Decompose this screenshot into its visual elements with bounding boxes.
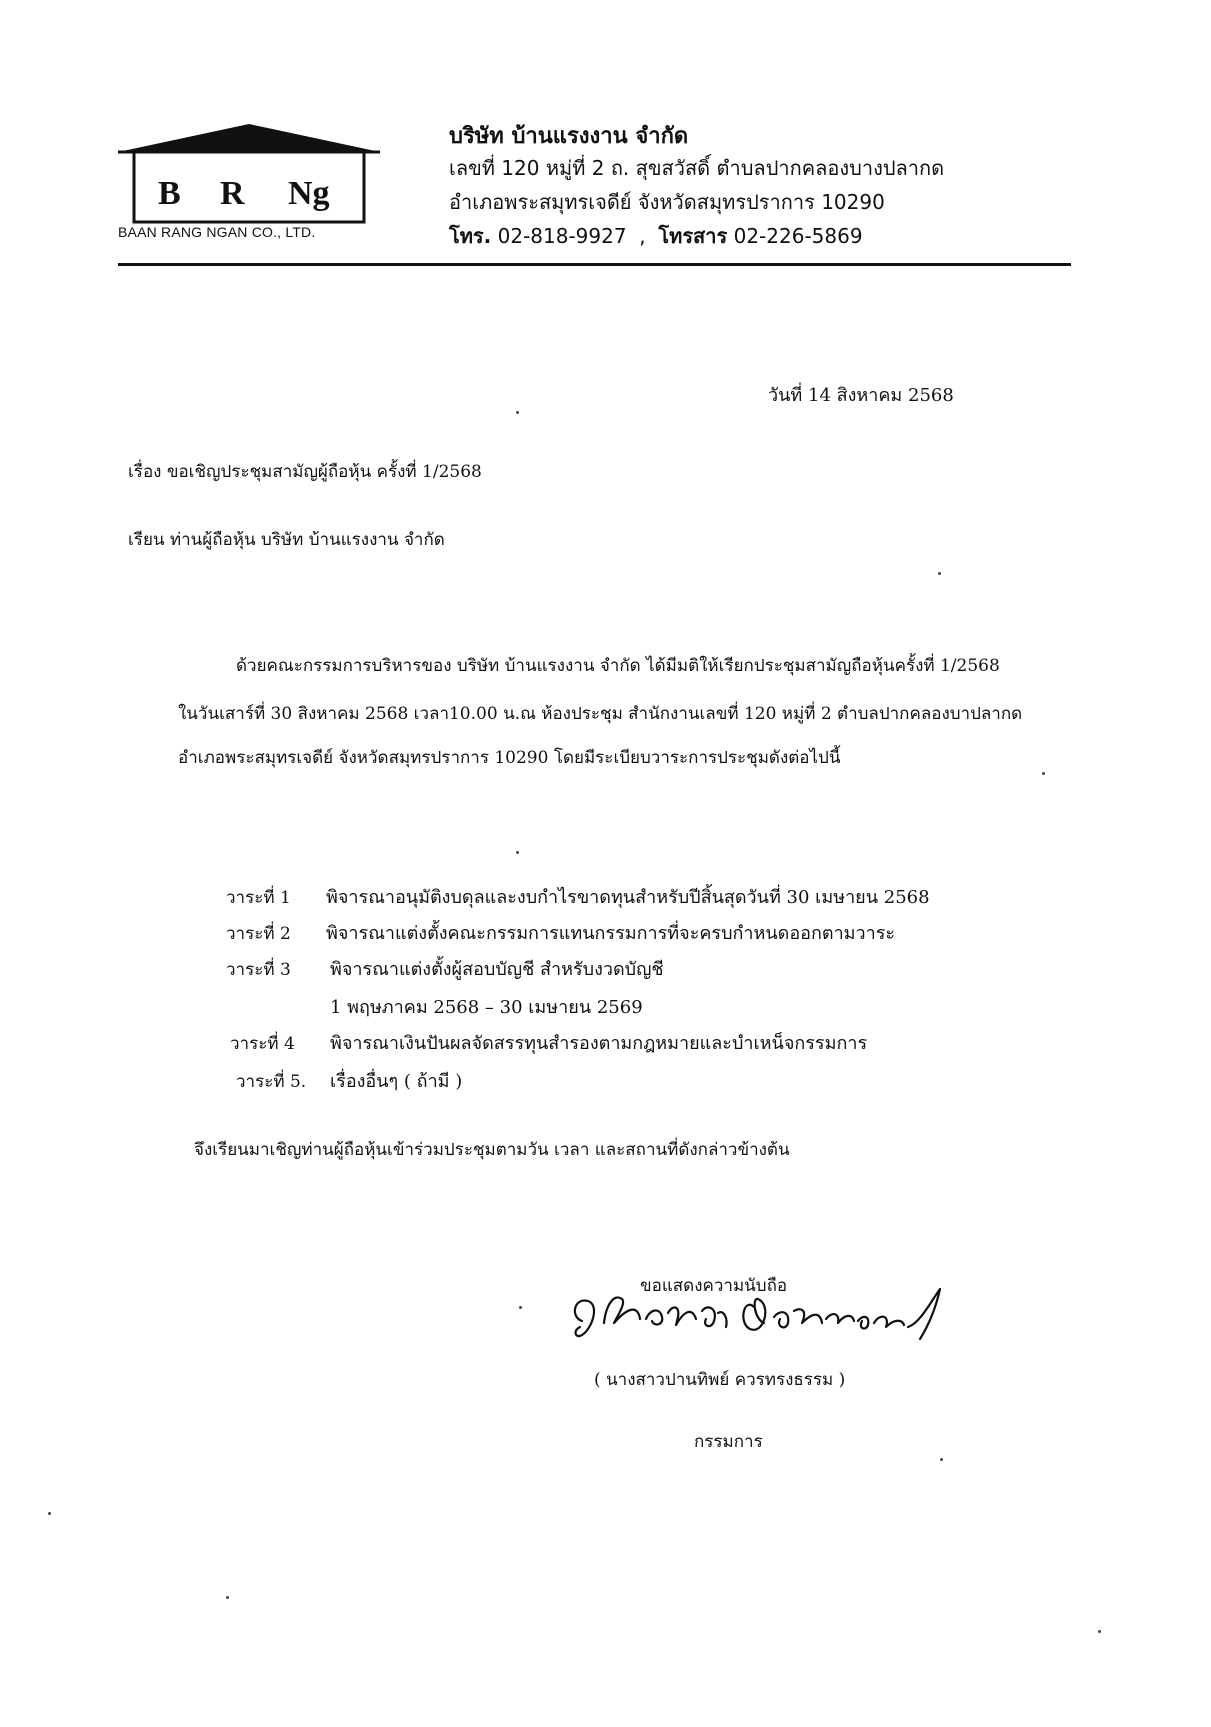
closing-sentence: จึงเรียนมาเชิญท่านผู้ถือหุ้นเข้าร่วมประชุมตามวัน เวลา และสถานที่ดังกล่าวข้างต้น: [194, 1140, 790, 1160]
scan-speck: [1098, 1630, 1101, 1633]
scan-speck: [519, 1306, 522, 1309]
regards: ขอแสดงความนับถือ: [640, 1276, 788, 1296]
logo-letter-ng: Ng: [288, 175, 330, 212]
paragraph-line-3: อำเภอพระสมุทรเจดีย์ จังหวัดสมุทรปราการ 10290 โดยมีระเบียบวาระการประชุมดังต่อไปนี้: [178, 748, 841, 768]
agenda-label: วาระที่ 4: [230, 1034, 295, 1054]
address-line-1: เลขที่ 120 หมู่ที่ 2 ถ. สุขสวัสดิ์ ตำบลปากคลองบางปลากด: [449, 156, 945, 180]
address-line-2: อำเภอพระสมุทรเจดีย์ จังหวัดสมุทรปราการ 10290: [449, 190, 885, 214]
agenda-text: พิจารณาแต่งตั้งผู้สอบบัญชี สำหรับงวดบัญชี: [330, 959, 664, 980]
paragraph-line-2: ในวันเสาร์ที่ 30 สิงหาคม 2568 เวลา10.00 น.ณ ห้องประชุม สำนักงานเลขที่ 120 หมู่ที่ 2 ตำบลปากคลองบาปลากด: [178, 704, 1023, 724]
logo-caption: BAAN RANG NGAN CO., LTD.: [118, 224, 316, 240]
agenda-label: วาระที่ 5.: [236, 1072, 307, 1092]
scan-speck: [516, 851, 519, 854]
agenda-label: วาระที่ 1: [226, 888, 291, 908]
scan-speck: [938, 572, 941, 575]
letter-date: วันที่ 14 สิงหาคม 2568: [768, 385, 954, 406]
phone-number: 02-818-9927: [497, 224, 627, 248]
scan-speck: [940, 1458, 943, 1461]
agenda-text: พิจารณาอนุมัติงบดุลและงบกำไรขาดทุนสำหรับปีสิ้นสุดวันที่ 30 เมษายน 2568: [326, 887, 930, 908]
company-name: บริษัท บ้านแรงงาน จำกัด: [449, 124, 689, 149]
letter-subject: เรื่อง ขอเชิญประชุมสามัญผู้ถือหุ้น ครั้งที่ 1/2568: [128, 462, 482, 482]
scan-speck: [48, 1512, 51, 1515]
scan-speck: [1042, 772, 1045, 775]
letter-recipient: เรียน ท่านผู้ถือหุ้น บริษัท บ้านแรงงาน จำกัด: [128, 530, 445, 550]
logo-letter-b: B: [158, 175, 181, 212]
agenda-label: วาระที่ 3: [226, 960, 291, 980]
agenda-text: พิจารณาแต่งตั้งคณะกรรมการแทนกรรมการที่จะครบกำหนดออกตามวาระ: [326, 923, 896, 944]
fax-label: โทรสาร: [658, 224, 728, 248]
fax-number: 02-226-5869: [733, 224, 863, 248]
agenda-label: วาระที่ 2: [226, 924, 291, 944]
agenda-text-continuation: 1 พฤษภาคม 2568 – 30 เมษายน 2569: [330, 997, 643, 1018]
agenda-text: พิจารณาเงินปันผลจัดสรรทุนสำรองตามกฎหมายและบำเหน็จกรรมการ: [330, 1033, 868, 1054]
agenda-text: เรื่องอื่นๆ ( ถ้ามี ): [330, 1071, 463, 1092]
signatory-title: กรรมการ: [694, 1432, 763, 1452]
phone-label: โทร.: [449, 224, 492, 248]
contact-line: โทร. 02-818-9927 , โทรสาร 02-226-5869: [449, 224, 863, 248]
paragraph-line-1: ด้วยคณะกรรมการบริหารของ บริษัท บ้านแรงงาน จำกัด ได้มีมติให้เรียกประชุมสามัญถือหุ้นครั้งที่ 1/2568: [236, 656, 1000, 676]
handwritten-signature: [568, 1283, 968, 1355]
scan-speck: [226, 1596, 229, 1599]
logo-letter-r: R: [220, 175, 245, 212]
scan-speck: [516, 411, 519, 414]
signatory-name: ( นางสาวปานทิพย์ ควรทรงธรรม ): [594, 1370, 846, 1390]
letterhead-divider: [118, 263, 1071, 266]
